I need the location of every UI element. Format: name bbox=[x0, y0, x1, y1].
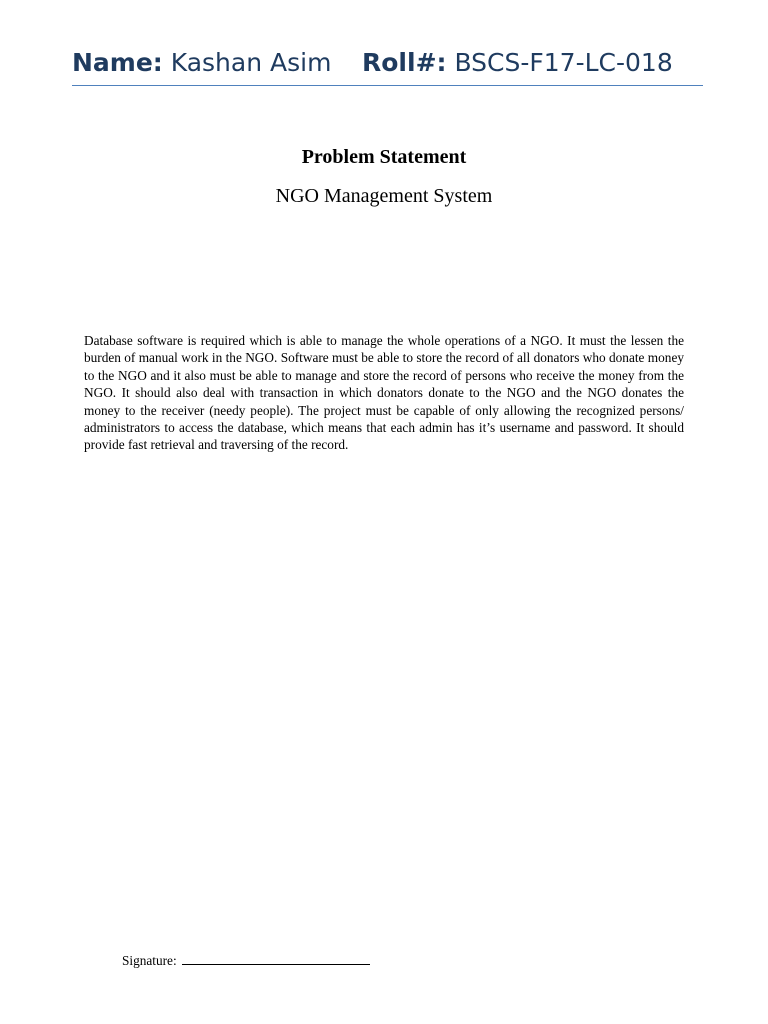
document-title: Problem Statement bbox=[301, 146, 467, 168]
signature-block bbox=[122, 952, 370, 969]
document-subtitle: NGO Management System bbox=[275, 185, 493, 207]
roll-label: Roll#: bbox=[362, 48, 447, 77]
signature-line bbox=[182, 952, 370, 965]
roll-value: BSCS-F17-LC-018 bbox=[454, 48, 673, 77]
problem-statement-paragraph: Database software is required which is able to manage the whole operations of a NGO. It must the lessen the burden of manual work in the NGO. Software must be able to store the record of all donators who donate money to the NGO and it also must be able to manage and store the record of persons who receive the money from the NGO. It should also deal with transaction in which donators donate to the NGO and the NGO donates the money to the receiver (needy people). The project must be capable of only allowing the recognized persons/ administrators to access the database, which means that each admin has it’s username and password. It should provide fast retrieval and traversing of the record. bbox=[84, 333, 684, 453]
signature-label: Signature: bbox=[122, 953, 177, 968]
name-value: Kashan Asim bbox=[170, 48, 332, 77]
roll-field bbox=[362, 48, 673, 77]
page-header bbox=[72, 46, 702, 84]
name-label: Name: bbox=[72, 48, 163, 77]
name-field bbox=[72, 48, 331, 77]
header-divider bbox=[72, 85, 703, 86]
